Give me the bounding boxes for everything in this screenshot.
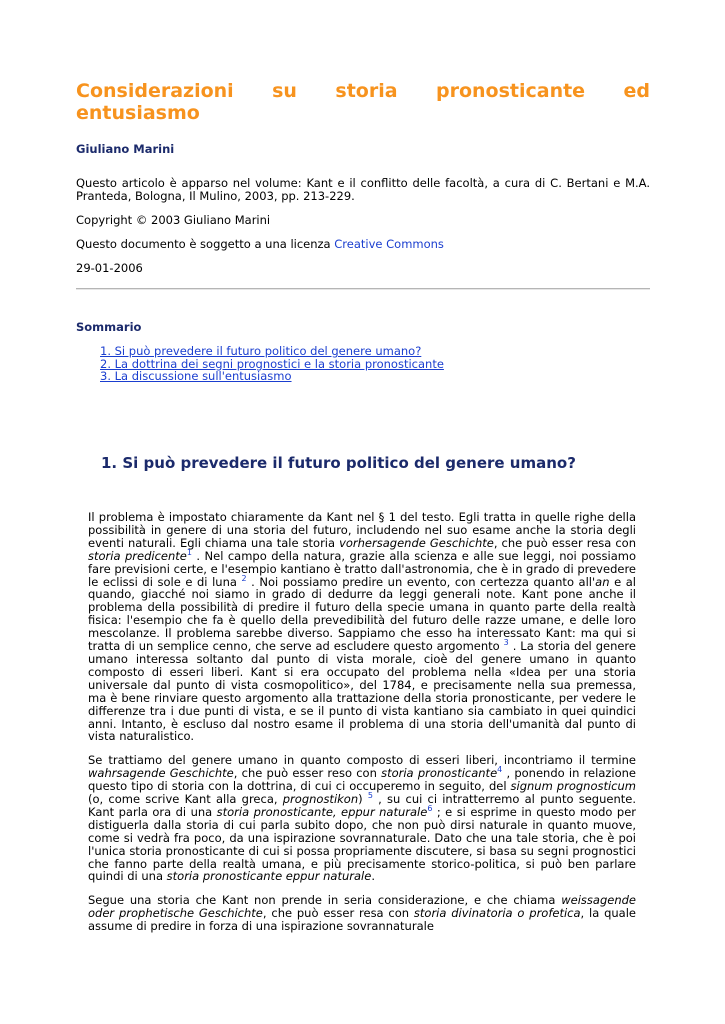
footnote-ref-4[interactable]: 4 bbox=[497, 765, 503, 775]
toc-heading: Sommario bbox=[76, 320, 142, 334]
creative-commons-link[interactable]: Creative Commons bbox=[334, 237, 444, 251]
table-of-contents bbox=[100, 345, 444, 383]
footnote-ref-5[interactable]: 5 bbox=[367, 791, 373, 801]
italic-term: prognostikon bbox=[282, 792, 359, 807]
paragraph-2 bbox=[88, 754, 636, 883]
toc-link-section-2[interactable]: 2. La dottrina dei segni prognostici e la storia pronosticante bbox=[100, 356, 444, 371]
italic-term: wahrsagende Geschichte bbox=[88, 766, 234, 781]
text-run: , la quale assume di predire in forza di una ispirazione sovrannaturale bbox=[88, 906, 637, 934]
document-date: 29-01-2006 bbox=[76, 261, 143, 275]
italic-term: storia divinatoria o profetica bbox=[413, 906, 581, 921]
italic-term: an bbox=[595, 574, 610, 589]
toc-link-section-1[interactable]: 1. Si può prevedere il futuro politico del genere umano? bbox=[100, 344, 422, 358]
publication-note: Questo articolo è apparso nel volume: Kant e il conflitto delle facoltà, a cura di C. Bertani e M.A. Pranteda, Bologna, Il Mulino, 2003, pp. 213-229. bbox=[76, 176, 650, 203]
section-1-heading: 1. Si può prevedere il futuro politico del genere umano? bbox=[101, 454, 576, 472]
paragraph-3 bbox=[88, 894, 636, 933]
document-title: Considerazioni su storia pronosticante ed entusiasmo bbox=[76, 80, 650, 124]
text-run: e al quando, giacché noi siamo in grado di dedurre da leggi generali note. Kant pone anche il problema della possibilità di predire il futuro della specie umana in quanto parte della realtà fisica: l'esempio che fa è quello della prevedibilità del futuro delle razze umane, e delle loro mescolanze. Il problema sarebbe diverso. Sappiamo che esso ha interessato Kant: ma qui si tratta di un semplice cenno, che serve ad escludere questo argomento bbox=[88, 574, 636, 654]
text-run: Il problema è impostato chiaramente da Kant nel § 1 del testo. Egli tratta in quelle righe della possibilità in genere di una storia del futuro, includendo nel suo esame anche la storia degli eventi naturali. Egli chiama una tale storia bbox=[88, 510, 636, 550]
horizontal-divider bbox=[76, 288, 650, 290]
copyright-notice: Copyright © 2003 Giuliano Marini bbox=[76, 213, 271, 227]
license-prefix: Questo documento è soggetto a una licenza bbox=[76, 237, 335, 251]
paragraph-1 bbox=[88, 511, 636, 743]
text-run: , ponendo in relazione questo tipo di storia con la dottrina, di cui ci occuperemo in seguito, del bbox=[88, 766, 636, 794]
text-run: ) bbox=[358, 792, 368, 807]
text-run: , che può esser resa con bbox=[493, 535, 637, 550]
text-run: , che può esser reso con bbox=[233, 766, 382, 781]
text-run: , su cui ci intratterremo al punto seguente. Kant parla ora di una bbox=[88, 792, 636, 819]
text-run: . Noi possiamo predire un evento, con certezza quanto all' bbox=[246, 574, 596, 589]
footnote-ref-1[interactable]: 1 bbox=[186, 547, 192, 557]
text-run: , che può esser resa con bbox=[262, 906, 414, 921]
italic-term: storia pronosticante bbox=[381, 766, 498, 781]
italic-term: storia predicente bbox=[88, 548, 187, 563]
license-notice bbox=[76, 238, 650, 251]
text-run: . La storia del genere umano interessa soltanto dal punto di vista morale, cioè del genere umano in quanto composto di esseri liberi. Kant si era occupato del problema nella «Idea per una storia universale dal punto di vista cosmopolitico», del 1784, e precisamente nella sua premessa, ma è bene rinviare questo argomento alla trattazione della storia pronosticante, per vedere le differenze tra i due punti di vista, e se il punto di vista kantiano sia cambiato in quei quindici anni. Intanto, è escluso dal nostro esame il problema di una storia dell'umanità dal punto di vista naturalistico. bbox=[88, 639, 636, 744]
text-run: Se trattiamo del genere umano in quanto composto di esseri liberi, incontriamo il termine bbox=[88, 753, 636, 768]
footnote-ref-6[interactable]: 6 bbox=[427, 803, 433, 813]
italic-term: storia pronosticante eppur naturale bbox=[166, 869, 372, 884]
text-run: ; e si esprime in questo modo per distiguerla dalla storia di cui parla subito dopo, che non può dirsi naturale in quanto muove, come si vedrà fra poco, da una ispirazione sovrannaturale. Dato che una tale storia, che è poi l'unica storia pronosticante di cui si possa propriamente discutere, si basa su segni prognostici che fanno parte della realtà umana, e più precisamente storico-politica, si può ben parlare quindi di una bbox=[88, 804, 637, 884]
footnote-ref-2[interactable]: 2 bbox=[241, 573, 247, 583]
italic-term: storia pronosticante, eppur naturale bbox=[216, 804, 428, 819]
text-run: . Nel campo della natura, grazie alla scienza e alle sue leggi, noi possiamo fare previsioni certe, e l'esempio kantiano è tratto dall'astronomia, che è in grado di prevedere le eclissi di sole e di luna bbox=[88, 548, 637, 589]
text-run: . bbox=[371, 869, 375, 884]
text-run: (o, come scrive Kant alla greca, bbox=[88, 792, 283, 807]
footnote-ref-3[interactable]: 3 bbox=[503, 638, 509, 648]
italic-term: vorhersagende Geschichte bbox=[339, 535, 494, 550]
text-run: Segue una storia che Kant non prende in seria considerazione, e che chiama bbox=[88, 893, 562, 908]
author-name: Giuliano Marini bbox=[76, 142, 175, 156]
italic-term: weissagende oder prophetische Geschichte bbox=[88, 893, 636, 921]
italic-term: signum prognosticum bbox=[510, 779, 636, 794]
toc-link-section-3[interactable]: 3. La discussione sull'entusiasmo bbox=[100, 369, 292, 383]
section-1-body bbox=[88, 511, 636, 944]
